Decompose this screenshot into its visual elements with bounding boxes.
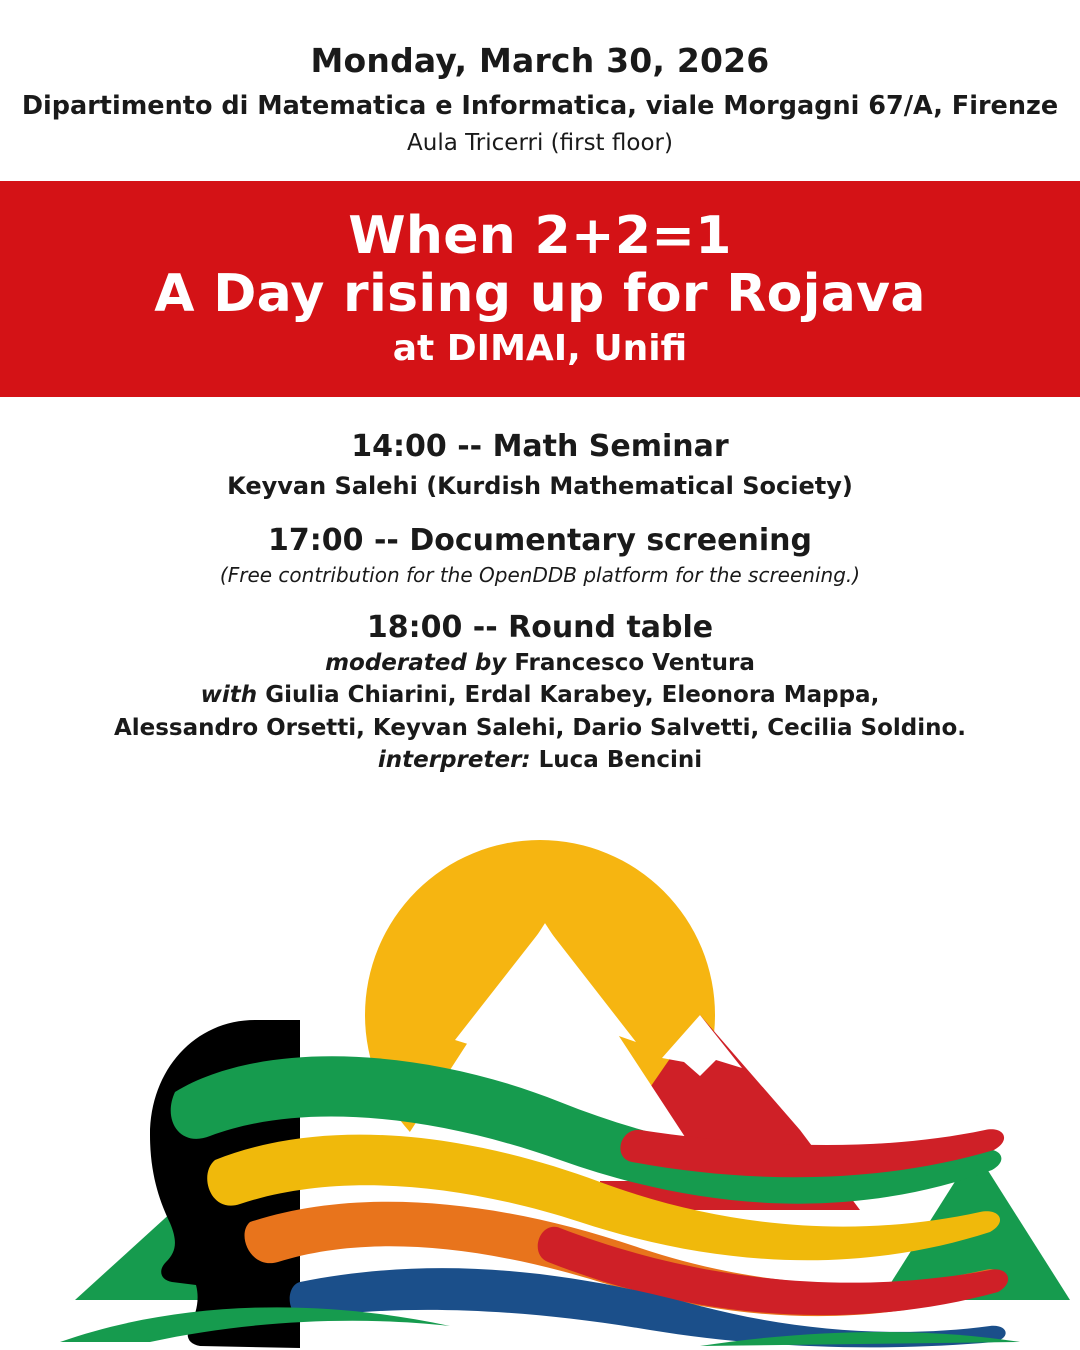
program-item-time-title: 18:00 -- Round table <box>366 609 714 645</box>
moderated-by-label: moderated by <box>325 649 507 676</box>
artwork <box>0 830 1080 1350</box>
program-item-round-table <box>0 610 1080 776</box>
header <box>0 0 1080 157</box>
program-item-screening <box>0 523 1080 588</box>
program-list <box>0 397 1080 776</box>
interpreter-label: interpreter: <box>377 747 531 774</box>
title-line-2: A Day rising up for Rojava <box>154 264 926 325</box>
participants-names-1: Giulia Chiarini, Erdal Karabey, Eleonora Mappa, <box>265 682 880 709</box>
program-participants-line-2 <box>0 714 1080 743</box>
program-participants-line-1 <box>0 681 1080 710</box>
program-item-speaker: Keyvan Salehi (Kurdish Mathematical Society) <box>227 471 853 500</box>
event-room: Aula Tricerri (first floor) <box>407 129 673 156</box>
with-label: with <box>200 682 258 709</box>
rojava-illustration <box>0 830 1080 1350</box>
program-item-time-title: 17:00 -- Documentary screening <box>268 522 812 558</box>
participants-names-2: Alessandro Orsetti, Keyvan Salehi, Dario Salvetti, Cecilia Soldino. <box>113 714 967 741</box>
event-date: Monday, March 30, 2026 <box>310 41 770 80</box>
program-item-note: (Free contribution for the OpenDDB platform for the screening.) <box>219 562 861 587</box>
program-moderator <box>0 649 1080 678</box>
program-interpreter <box>0 746 1080 775</box>
title-subtitle: at DIMAI, Unifi <box>392 327 688 369</box>
moderator-name: Francesco Ventura <box>514 649 755 676</box>
program-item-seminar <box>0 429 1080 501</box>
interpreter-name: Luca Bencini <box>538 747 703 774</box>
program-item-time-title: 14:00 -- Math Seminar <box>351 428 729 464</box>
title-line-1: When 2+2=1 <box>348 206 732 267</box>
event-venue: Dipartimento di Matematica e Informatica, viale Morgagni 67/A, Firenze <box>21 90 1059 121</box>
title-banner <box>0 181 1080 397</box>
